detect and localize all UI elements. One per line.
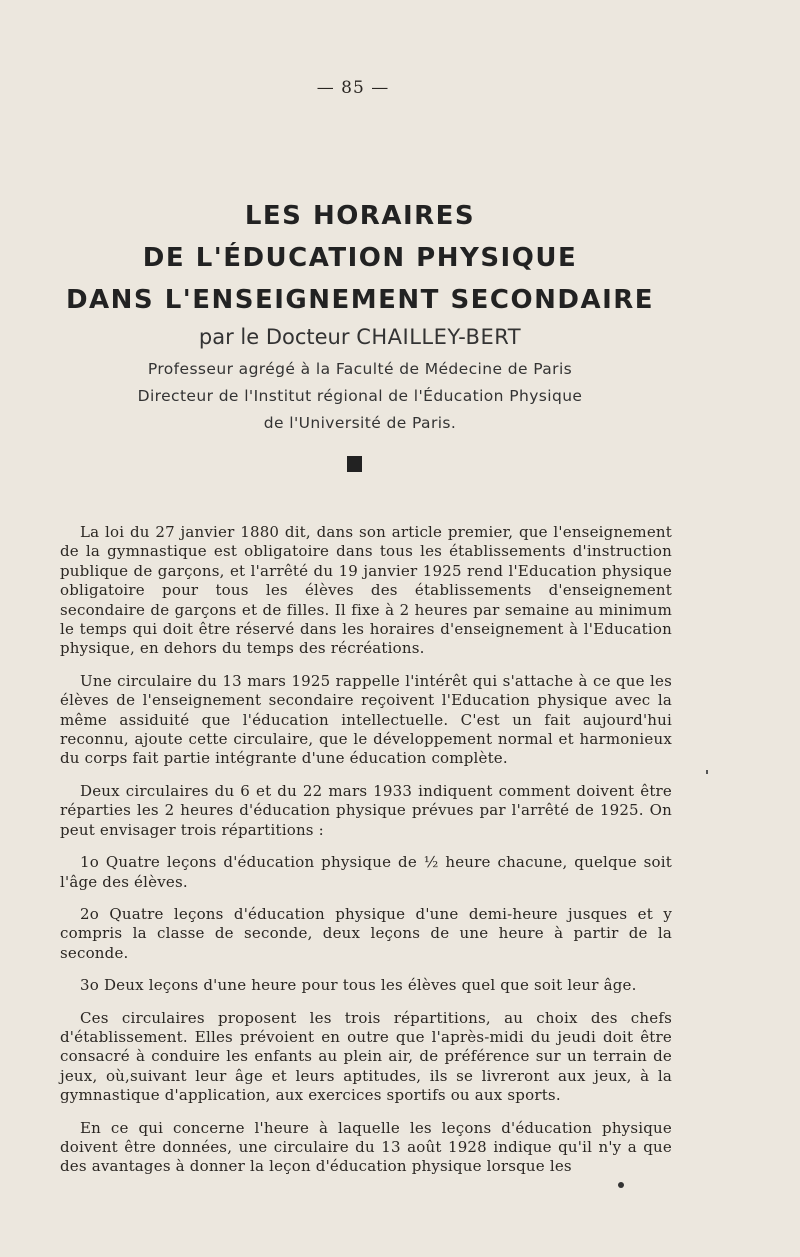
page-number: — 85 — (316, 78, 390, 98)
author-prefix: par le Docteur (198, 325, 350, 349)
body-paragraph: 3o Deux leçons d'une heure pour tous les élèves quel que soit leur âge. (80, 976, 637, 995)
author-name: CHAILLEY-BERT (356, 325, 522, 349)
body-paragraph: La loi du 27 janvier 1880 dit, dans son article premier, que l'enseignement de la gymnastique est obligatoire dans tous les établissements d'instruction publique de garçons, et l'arrêté du 19 janvier 1925 rend l'Education physique obligatoire pour tous les élèves des établissements d'enseignement secondaire de garçons et de filles. Il fixe à 2 heures par semaine au minimum le temps qui doit être réservé dans les horaires d'enseignement à l'Education physique, en dehors du temps des récréations. (60, 523, 672, 658)
body-paragraph: 2o Quatre leçons d'éducation physique d'une demi-heure jusques et y compris la classe de seconde, deux leçons de une heure à partir de la seconde. (60, 904, 672, 962)
print-speck (706, 770, 708, 774)
title-line: LES HORAIRES (244, 201, 476, 231)
article-body (60, 523, 672, 1190)
author-affiliation: Professeur agrégé à la Faculté de Médecine de Paris (147, 360, 573, 378)
author-byline (60, 322, 660, 437)
author-affiliation: Directeur de l'Institut régional de l'Éducation Physique (137, 387, 583, 405)
body-paragraph: 1o Quatre leçons d'éducation physique de ½ heure chacune, quelque soit l'âge des élèves. (60, 853, 672, 891)
page-end-dot (618, 1182, 624, 1188)
body-paragraph: Deux circulaires du 6 et du 22 mars 1933 indiquent comment doivent être réparties les 2 heures d'éducation physique prévues par l'arrêté de 1925. On peut envisager trois répartitions : (60, 781, 672, 839)
author-affiliation: de l'Université de Paris. (263, 414, 457, 432)
body-paragraph: Ces circulaires proposent les trois répartitions, au choix des chefs d'établissement. Elles prévoient en outre que l'après-midi du jeudi doit être consacré à conduire les enfants au plein air, de préférence sur un terrain de jeux, où,suivant leur âge et leurs aptitudes, ils se livreront aux jeux, à la gymnastique d'application, aux exercices sportifs ou aux sports. (60, 1008, 672, 1105)
article-title (40, 195, 680, 321)
author-line (60, 322, 660, 352)
section-ornament-square (347, 456, 362, 472)
body-paragraph: En ce qui concerne l'heure à laquelle les leçons d'éducation physique doivent être données, une circulaire du 13 août 1928 indique qu'il n'y a que des avantages à donner la leçon d'éducation physique lorsque les (60, 1118, 672, 1176)
body-paragraph: Une circulaire du 13 mars 1925 rappelle l'intérêt qui s'attache à ce que les élèves de l'enseignement secondaire reçoivent l'Education physique avec la même assiduité que l'éducation intellectuelle. C'est un fait aujourd'hui reconnu, ajoute cette circulaire, que le développement normal et harmonieux du corps fait partie intégrante d'une éducation complète. (60, 671, 672, 768)
title-line: DE L'ÉDUCATION PHYSIQUE (142, 243, 578, 273)
title-line: DANS L'ENSEIGNEMENT SECONDAIRE (65, 285, 655, 315)
